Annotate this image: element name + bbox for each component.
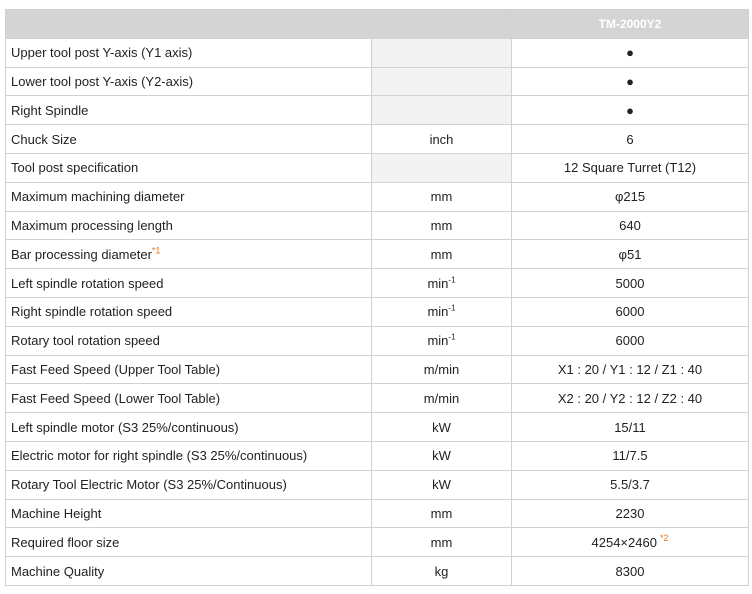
spec-value: 8300 <box>615 563 645 579</box>
spec-label-cell <box>6 528 372 557</box>
spec-label-cell <box>6 384 372 413</box>
spec-value: 640 <box>619 217 641 233</box>
spec-unit-cell <box>372 240 512 269</box>
spec-unit: kg <box>434 563 449 579</box>
spec-label-cell <box>6 326 372 355</box>
spec-label-cell <box>6 38 372 67</box>
spec-unit: kW <box>432 448 451 464</box>
table-row <box>6 499 749 528</box>
spec-label: Chuck Size <box>11 131 77 147</box>
table-row <box>6 441 749 470</box>
spec-value: φ215 <box>614 189 646 205</box>
table-row <box>6 384 749 413</box>
spec-label-cell <box>6 413 372 442</box>
footnote-marker: *2 <box>659 533 669 544</box>
spec-unit-cell <box>372 182 512 211</box>
spec-unit: mm <box>430 189 453 205</box>
spec-value: X2 : 20 / Y2 : 12 / Z2 : 40 <box>557 390 703 406</box>
spec-label-cell <box>6 125 372 154</box>
table-row <box>6 528 749 557</box>
spec-unit: min <box>427 333 449 349</box>
spec-value-cell <box>512 355 749 384</box>
spec-unit: kW <box>432 477 451 493</box>
spec-unit: mm <box>430 505 453 521</box>
table-row <box>6 269 749 298</box>
spec-unit: mm <box>430 246 453 262</box>
spec-unit: min <box>427 275 449 291</box>
spec-label: Right Spindle <box>11 102 89 118</box>
spec-unit: kW <box>432 419 451 435</box>
spec-label: Bar processing diameter <box>11 246 152 262</box>
spec-unit-cell <box>372 499 512 528</box>
spec-value: 6 <box>626 131 634 147</box>
spec-label: Lower tool post Y-axis (Y2-axis) <box>11 73 194 89</box>
spec-value-cell <box>512 384 749 413</box>
table-row <box>6 297 749 326</box>
spec-label-cell <box>6 153 372 182</box>
spec-unit-cell <box>372 384 512 413</box>
spec-value-cell <box>512 240 749 269</box>
spec-value-cell <box>512 470 749 499</box>
spec-label-cell <box>6 269 372 298</box>
table-row <box>6 240 749 269</box>
spec-unit-cell <box>372 355 512 384</box>
table-header-row <box>6 10 749 39</box>
table-row <box>6 153 749 182</box>
table-row <box>6 67 749 96</box>
spec-unit-cell <box>372 557 512 586</box>
spec-label: Right spindle rotation speed <box>11 304 173 320</box>
spec-label: Upper tool post Y-axis (Y1 axis) <box>11 45 193 61</box>
spec-unit-cell <box>372 528 512 557</box>
table-row <box>6 211 749 240</box>
spec-value: 12 Square Turret (T12) <box>563 160 697 176</box>
spec-label: Machine Height <box>11 505 102 521</box>
spec-value-cell <box>512 499 749 528</box>
spec-label-cell <box>6 499 372 528</box>
spec-label: Tool post specification <box>11 160 139 176</box>
spec-label-cell <box>6 355 372 384</box>
table-row <box>6 125 749 154</box>
spec-label-cell <box>6 240 372 269</box>
spec-label-cell <box>6 67 372 96</box>
spec-value: 4254×2460 <box>591 534 657 550</box>
spec-label: Fast Feed Speed (Upper Tool Table) <box>11 361 221 377</box>
spec-label-cell <box>6 441 372 470</box>
spec-value-cell <box>512 182 749 211</box>
spec-unit-cell <box>372 441 512 470</box>
spec-label: Rotary tool rotation speed <box>11 333 160 349</box>
table-row <box>6 470 749 499</box>
spec-value-cell <box>512 297 749 326</box>
spec-label: Machine Quality <box>11 563 105 579</box>
spec-value-cell <box>512 413 749 442</box>
spec-label-cell <box>6 470 372 499</box>
table-row <box>6 96 749 125</box>
spec-table <box>5 9 749 586</box>
spec-unit: inch <box>429 131 454 147</box>
unit-superscript: -1 <box>448 304 456 314</box>
header-model-cell: TM-2000Y2 <box>512 10 749 39</box>
spec-value-cell <box>512 67 749 96</box>
available-dot-icon: ● <box>626 45 634 61</box>
spec-label: Left spindle motor (S3 25%/continuous) <box>11 419 239 435</box>
spec-label-cell <box>6 96 372 125</box>
spec-label: Maximum processing length <box>11 217 173 233</box>
header-blank-cell <box>6 10 512 39</box>
table-row <box>6 413 749 442</box>
spec-label-cell <box>6 297 372 326</box>
spec-value-cell <box>512 326 749 355</box>
spec-value-cell <box>512 96 749 125</box>
spec-unit-cell <box>372 326 512 355</box>
spec-value: 6000 <box>615 333 645 349</box>
table-row <box>6 38 749 67</box>
spec-unit-cell <box>372 269 512 298</box>
table-row <box>6 557 749 586</box>
spec-unit-cell <box>372 67 512 96</box>
spec-value-cell <box>512 125 749 154</box>
spec-value: 5000 <box>615 275 645 291</box>
spec-label: Fast Feed Speed (Lower Tool Table) <box>11 390 221 406</box>
spec-value: 5.5/3.7 <box>610 477 650 493</box>
spec-unit-cell <box>372 297 512 326</box>
footnote-marker: *1 <box>151 245 161 256</box>
spec-unit-cell <box>372 38 512 67</box>
spec-value-cell <box>512 557 749 586</box>
spec-label-cell <box>6 557 372 586</box>
spec-table-body <box>6 38 749 585</box>
spec-label: Left spindle rotation speed <box>11 275 164 291</box>
available-dot-icon: ● <box>626 73 634 89</box>
spec-label-cell <box>6 211 372 240</box>
spec-value-cell <box>512 441 749 470</box>
spec-label: Maximum machining diameter <box>11 189 185 205</box>
spec-unit: mm <box>430 534 453 550</box>
spec-unit: min <box>427 304 449 320</box>
spec-value: 11/7.5 <box>612 448 648 464</box>
spec-unit-cell <box>372 211 512 240</box>
spec-value-cell <box>512 211 749 240</box>
spec-value: 6000 <box>615 304 645 320</box>
spec-value-cell <box>512 153 749 182</box>
unit-superscript: -1 <box>448 332 456 342</box>
spec-label: Electric motor for right spindle (S3 25%/continuous) <box>11 448 308 464</box>
spec-unit-cell <box>372 125 512 154</box>
spec-unit-cell <box>372 96 512 125</box>
spec-value: 2230 <box>615 505 645 521</box>
table-row <box>6 182 749 211</box>
spec-label: Rotary Tool Electric Motor (S3 25%/Continuous) <box>11 477 287 493</box>
spec-unit: m/min <box>423 361 460 377</box>
unit-superscript: -1 <box>448 275 456 285</box>
spec-value-cell <box>512 269 749 298</box>
table-row <box>6 326 749 355</box>
spec-value: X1 : 20 / Y1 : 12 / Z1 : 40 <box>557 361 703 377</box>
spec-label: Required floor size <box>11 534 120 550</box>
spec-label-cell <box>6 182 372 211</box>
spec-value-cell <box>512 528 749 557</box>
spec-unit: m/min <box>423 390 460 406</box>
spec-unit-cell <box>372 470 512 499</box>
spec-unit: mm <box>430 217 453 233</box>
table-row <box>6 355 749 384</box>
spec-value: φ51 <box>618 246 642 262</box>
spec-value-cell <box>512 38 749 67</box>
spec-unit-cell <box>372 413 512 442</box>
spec-value: 15/11 <box>614 419 646 435</box>
available-dot-icon: ● <box>626 102 634 118</box>
spec-unit-cell <box>372 153 512 182</box>
